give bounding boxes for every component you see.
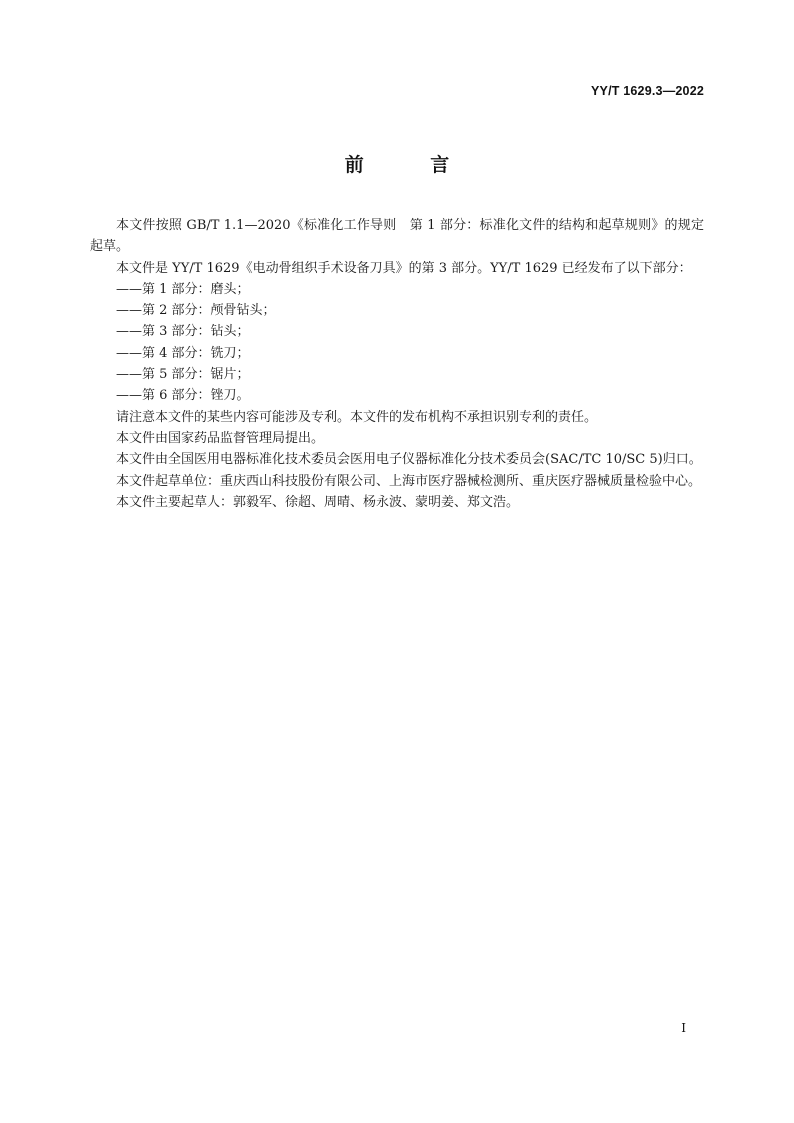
foreword-body bbox=[90, 215, 704, 513]
parts-list bbox=[90, 279, 704, 407]
paragraph-drafting-rules: 本文件按照 GB/T 1.1—2020《标准化工作导则 第 1 部分：标准化文件的结构和起草规则》的规定起草。 bbox=[90, 218, 704, 255]
paragraph-patent-notice: 请注意本文件的某些内容可能涉及专利。本文件的发布机构不承担识别专利的责任。 bbox=[116, 409, 598, 425]
page-number: I bbox=[681, 1021, 686, 1035]
paragraph-drafting-organizations: 本文件起草单位：重庆西山科技股份有限公司、上海市医疗器械检测所、重庆医疗器械质量检验中心。 bbox=[116, 473, 702, 489]
standard-number: YY/T 1629.3—2022 bbox=[591, 84, 704, 98]
paragraph-drafters: 本文件主要起草人：郭毅军、徐超、周晴、杨永波、蒙明姜、郑文浩。 bbox=[116, 494, 520, 510]
list-item: ——第 1 部分：磨头； bbox=[116, 281, 250, 297]
page-title: 前 言 bbox=[344, 154, 480, 176]
paragraph-series-intro: 本文件是 YY/T 1629《电动骨组织手术设备刀具》的第 3 部分。YY/T 1629 已经发布了以下部分： bbox=[116, 260, 692, 276]
list-item: ——第 2 部分：颅骨钻头； bbox=[116, 303, 276, 319]
list-item: ——第 4 部分：铣刀； bbox=[116, 345, 250, 361]
paragraph-technical-committee: 本文件由全国医用电器标准化技术委员会医用电子仪器标准化分技术委员会(SAC/TC 10/SC 5)归口。 bbox=[116, 452, 702, 468]
paragraph-proposer: 本文件由国家药品监督管理局提出。 bbox=[116, 430, 325, 446]
list-item: ——第 3 部分：钻头； bbox=[116, 324, 250, 340]
list-item: ——第 6 部分：锉刀。 bbox=[116, 388, 250, 404]
list-item: ——第 5 部分：锯片； bbox=[116, 367, 250, 383]
